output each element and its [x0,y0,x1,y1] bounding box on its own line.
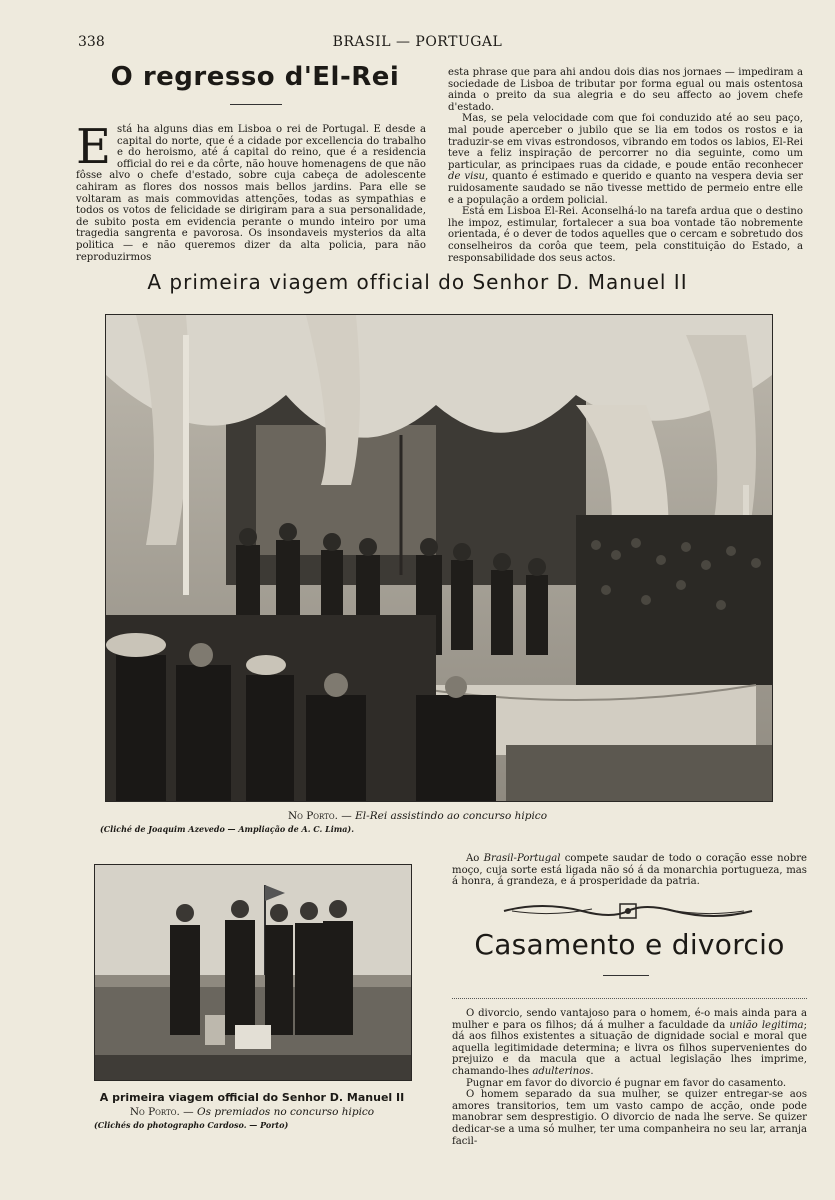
article2-para-3: O homem separado da sua mulher, se quizer entregar-se aos amores transitorios, tem um vasto campo de acção, onde pode manobrar sem desprestigio. O divorcio de nada lhe serve. Se quizer dedicar-se a uma só mulher, ter uma companheira no seu lar, arranja facil- [452,1089,807,1147]
caption-place: No Porto. [287,810,338,822]
photo2-credit: (Clichés do photographo Cardoso. — Porto) [94,1120,289,1130]
caption-text: El-Rei assistindo ao concurso hipico [355,810,548,822]
article-para-2: Mas, se pela velocidade com que foi conduzido até ao seu paço, mal poude aperceber o jubilo que se lia em todos os rostos e ia traduzir-se em vivas estrondosos, vibrando em todos os labios, El-Rei teve a feliz inspiração de percorrer no dia seguinte, como um particular, as principaes ruas da cidade, e poude então reconhecer de visu, quanto é estimado e querido e quanto na vespera devia ser ruidosamente saudado se não tivesse mettido de permeio entre elle e a população a ordem policial. [448,113,803,206]
running-title: BRASIL — PORTUGAL [332,34,503,50]
photo-illustration [95,865,411,1080]
article-para-3: Está em Lisboa El-Rei. Aconselhá-lo na tarefa ardua que o destino lhe impoz, estimular, fortalecer a sua boa vontade tão nobremente orientada, é o dever de todos aquelles que o cercam e sobretudo dos conselheiros da corôa que teem, pela constituição do Estado, a responsabilidade dos seus actos. [448,206,803,264]
photo1-caption: No Porto. — El-Rei assistindo ao concurso hipico [287,810,548,822]
photo1-credit: (Cliché de Joaquim Azevedo — Ampliação de A. C. Lima). [100,824,354,834]
brasil-portugal-paragraph: Ao Brasil-Portugal compete saudar de todo o coração esse nobre moço, cuja sorte está ligada não só á da monarchia portugueza, mas á honra, á grandeza, e á prosperidade da patria. [452,853,808,888]
article2-column [452,1008,807,1147]
photo-king-at-horse-show [105,314,773,802]
title-rule [230,104,282,105]
article-para-1: stá ha alguns dias em Lisboa o rei de Portugal. E desde a capital do norte, que é a cidade por excellencia do trabalho e do heroismo, até á capital do reino, que é a residencia official do rei e da côrte, não houve homenagens de que não fôsse alvo o chefe d'estado, sobre cuja cabeça de adolescente cahiram as flores dos nossos mais bellos jardins. Para elle se voltaram as mais commovidas attenções, todas as sympathias e todos os votos de felicidade se dirigiram para a sua personalidade, de subito posta em evidencia perante o mundo inteiro por uma tragedia sangrenta e pavorosa. Os insondaveis mysterios da alta politica — e não queremos dizer da alta policia, para não reproduzirmos [76,124,426,263]
title-rule [603,975,649,976]
page-number: 338 [78,34,105,50]
feature-title: A primeira viagem official do Senhor D. Manuel II [147,270,688,294]
photo-illustration [106,315,772,801]
article2-para-2: Pugnar em favor do divorcio é pugnar em favor do casamento. [466,1077,787,1089]
article-title: O regresso d'El-Rei [110,62,400,92]
article2-title: Casamento e divorcio [474,928,785,961]
dotted-rule [452,998,807,999]
article-column-left [76,119,426,263]
photo-prize-winners [94,864,412,1081]
article-column-right [448,67,803,264]
ornament-divider [502,901,754,921]
caption-place: No Porto. [129,1106,180,1118]
photo2-caption: No Porto. — Os premiados no concurso hipico [129,1106,375,1118]
drop-cap: E [76,119,112,175]
photo2-title: A primeira viagem official do Senhor D. Manuel II [99,1091,405,1104]
article2-para-1: O divorcio, sendo vantajoso para o homem, é-o mais ainda para a mulher e para os filhos; dá á mulher a faculdade da união legitima; dá aos filhos existentes a situação de dignidade social e moral que aquella legitimidade determina; e livra os filhos supervenientes do prejuizo e da macula que a actual legislação lhes imprime, chamando-lhes adulterinos. [452,1008,807,1077]
caption-text: Os premiados no concurso hipico [197,1106,375,1118]
article-para-continued: esta phrase que para ahi andou dois dias nos jornaes — impediram a sociedade de Lisboa de tributar por forma egual ou mais ostentosa ainda o preito da sua alegria e do seu affecto ao jovem chefe d'estado. [448,67,803,113]
